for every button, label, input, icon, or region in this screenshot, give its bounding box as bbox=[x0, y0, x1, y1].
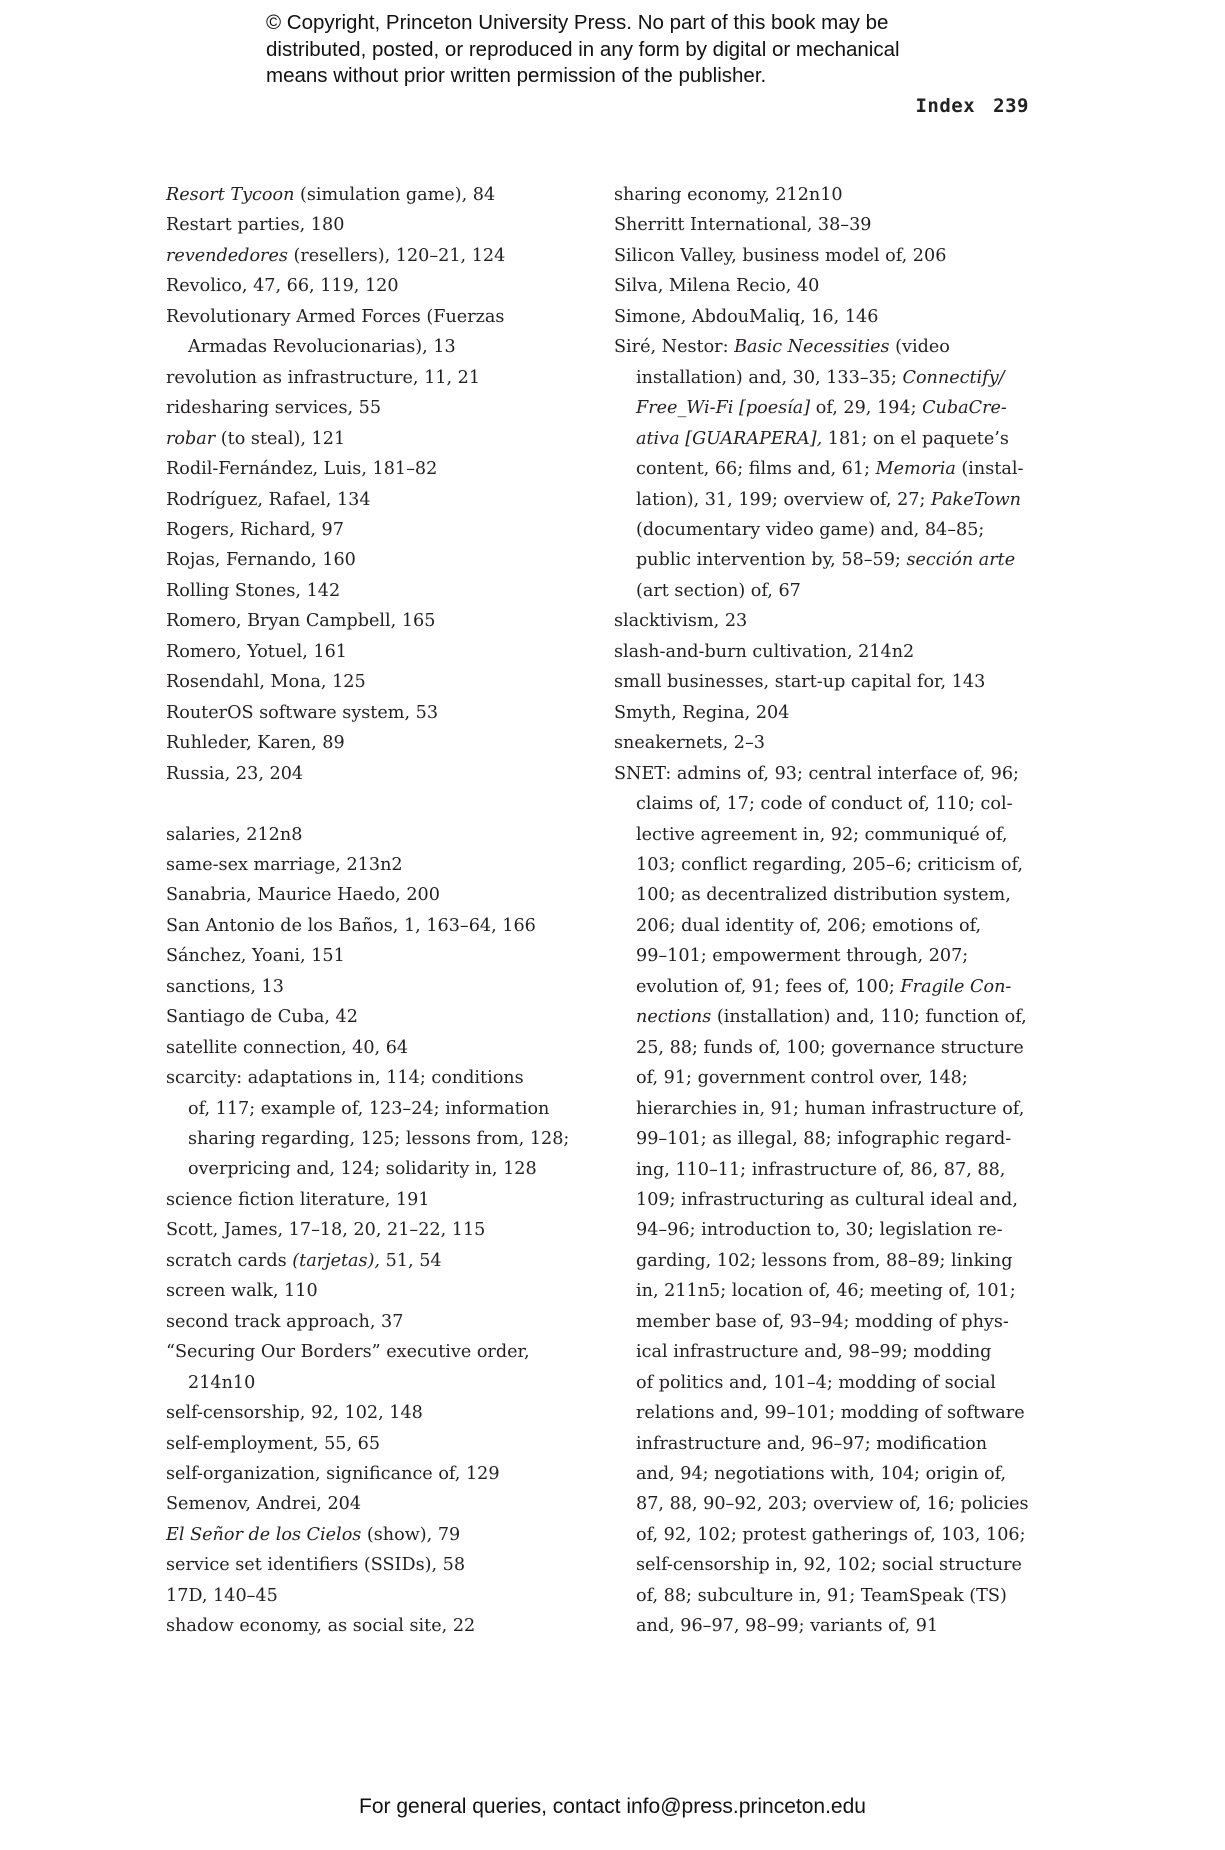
index-entry-text: sanctions, 13 bbox=[166, 976, 284, 997]
index-entry-text: of politics and, 101–4; modding of social bbox=[636, 1372, 996, 1393]
index-entry bbox=[166, 363, 566, 393]
index-entry-text: Rodríguez, Rafael, 134 bbox=[166, 489, 371, 510]
index-entry-italic-text: Basic Necessities bbox=[734, 337, 890, 358]
index-entry bbox=[166, 241, 566, 271]
index-entry-text: second track approach, 37 bbox=[166, 1311, 404, 1332]
index-entry-italic-text: revendedores bbox=[166, 245, 288, 266]
index-entry-text: science fiction literature, 191 bbox=[166, 1189, 430, 1210]
index-entry-italic-text: Resort Tycoon bbox=[166, 185, 295, 205]
index-entry bbox=[166, 606, 566, 636]
index-entry bbox=[166, 1581, 566, 1611]
index-entry-text: ing, 110–11; infrastructure of, 86, 87, 88, bbox=[636, 1159, 1006, 1180]
index-entry-italic-text: Free_Wi-Fi [poesía] bbox=[636, 398, 811, 419]
index-entry-text: of, 29, 194; bbox=[810, 398, 923, 419]
index-entry-text: Smyth, Regina, 204 bbox=[614, 702, 790, 723]
index-entry-italic-text: nections bbox=[636, 1007, 712, 1028]
copyright-notice bbox=[266, 10, 986, 90]
index-entry-text: 109; infrastructuring as cultural ideal and, bbox=[636, 1189, 1018, 1210]
index-entry-text: of, 88; subculture in, 91; TeamSpeak (TS) bbox=[636, 1585, 1007, 1606]
index-entry-text: 25, 88; funds of, 100; governance structure bbox=[636, 1037, 1024, 1058]
index-entry bbox=[166, 728, 566, 758]
index-entry-text: Sherritt International, 38–39 bbox=[614, 215, 872, 236]
index-entry bbox=[166, 1611, 566, 1641]
index-entry-text: sharing regarding, 125; lessons from, 128; bbox=[188, 1129, 570, 1150]
index-entry-italic-text: Connectify/ bbox=[902, 367, 1005, 388]
index-entry-text: shadow economy, as social site, 22 bbox=[166, 1616, 476, 1637]
index-entry bbox=[166, 485, 566, 515]
index-entry bbox=[166, 576, 566, 606]
index-entry-text: sneakernets, 2–3 bbox=[614, 733, 765, 754]
index-entry-text: Rosendahl, Mona, 125 bbox=[166, 672, 366, 693]
index-entry-text: salaries, 212n8 bbox=[166, 824, 303, 845]
index-entry bbox=[614, 667, 1044, 697]
footer-contact: For general queries, contact info@press.princeton.edu bbox=[359, 1795, 866, 1818]
index-entry-text: garding, 102; lessons from, 88–89; linking bbox=[636, 1250, 1013, 1271]
index-entry-text: 100; as decentralized distribution system, bbox=[636, 885, 1011, 906]
index-entry-text: Santiago de Cuba, 42 bbox=[166, 1007, 358, 1028]
index-entry-text: self-censorship in, 92, 102; social structure bbox=[636, 1555, 1022, 1576]
index-entry-text: self-employment, 55, 65 bbox=[166, 1433, 381, 1454]
index-entry-text: public intervention by, 58–59; bbox=[636, 550, 907, 571]
index-entry-text: Rogers, Richard, 97 bbox=[166, 519, 344, 540]
index-entry bbox=[614, 180, 1044, 210]
index-entry bbox=[166, 1063, 570, 1185]
index-entry-text: service set identifiers (SSIDs), 58 bbox=[166, 1555, 466, 1576]
index-entry-text: of, 92, 102; protest gatherings of, 103, 106; bbox=[636, 1524, 1026, 1545]
index-entry-text: 94–96; introduction to, 30; legislation re- bbox=[636, 1220, 1003, 1241]
index-entry-text: sharing economy, 212n10 bbox=[614, 185, 843, 205]
index-entry-text: San Antonio de los Baños, 1, 163–64, 166 bbox=[166, 915, 536, 936]
index-entry-text: lective agreement in, 92; communiqué of, bbox=[636, 824, 1008, 845]
copyright-line: © Copyright, Princeton University Press. No part of this book may be bbox=[266, 11, 889, 34]
index-entry bbox=[166, 1337, 566, 1398]
index-entry-text: small businesses, start-up capital for, 143 bbox=[614, 672, 986, 693]
index-entry bbox=[166, 515, 566, 545]
index-entry bbox=[614, 759, 1044, 1642]
index-entry bbox=[166, 1002, 566, 1032]
index-entry-text: (show), 79 bbox=[361, 1524, 461, 1545]
index-entry-text: same-sex marriage, 213n2 bbox=[166, 854, 403, 875]
index-entry-text: 103; conflict regarding, 205–6; criticism of, bbox=[636, 854, 1023, 875]
index-entry-text: installation) and, 30, 133–35; bbox=[636, 367, 903, 388]
index-entry bbox=[166, 424, 566, 454]
index-entry bbox=[166, 759, 566, 789]
index-entry-text: of, 117; example of, 123–24; information bbox=[188, 1098, 550, 1119]
index-entry-text: (simulation game), 84 bbox=[294, 185, 496, 205]
running-head bbox=[915, 95, 1029, 117]
index-entry-text: Rojas, Fernando, 160 bbox=[166, 550, 356, 571]
index-entry-text: 99–101; empowerment through, 207; bbox=[636, 946, 969, 967]
index-entry-text: (video bbox=[889, 337, 950, 358]
index-entry bbox=[166, 880, 566, 910]
page-number: 239 bbox=[993, 95, 1029, 117]
index-entry-text: Silicon Valley, business model of, 206 bbox=[614, 245, 947, 266]
index-entry bbox=[614, 271, 1044, 301]
index-entry bbox=[166, 1520, 566, 1550]
index-entry-text: (documentary video game) and, 84–85; bbox=[636, 519, 985, 540]
index-entry-text: ridesharing services, 55 bbox=[166, 398, 382, 419]
index-entry bbox=[614, 637, 1044, 667]
index-entry-text: RouterOS software system, 53 bbox=[166, 702, 439, 723]
index-entry bbox=[166, 1307, 566, 1337]
index-entry-text: “Securing Our Borders” executive order, bbox=[166, 1342, 530, 1363]
index-entry bbox=[614, 332, 1044, 606]
index-entry-text: (art section) of, 67 bbox=[636, 580, 801, 601]
copyright-line: distributed, posted, or reproduced in any form by digital or mechanical bbox=[266, 37, 900, 61]
index-entry-text: evolution of, 91; fees of, 100; bbox=[636, 976, 901, 997]
index-entry bbox=[614, 241, 1044, 271]
copyright-line: means without prior written permission of the publisher. bbox=[266, 64, 767, 87]
index-entry bbox=[166, 271, 566, 301]
index-entry-text: Russia, 23, 204 bbox=[166, 763, 304, 784]
index-entry-italic-text: sección arte bbox=[906, 550, 1016, 571]
index-entry bbox=[166, 911, 566, 941]
index-entry bbox=[166, 941, 566, 971]
section-title: Index bbox=[915, 95, 976, 117]
index-entry-text: SNET: admins of, 93; central interface of, 96; bbox=[614, 763, 1019, 784]
index-entry-text: infrastructure and, 96–97; modification bbox=[636, 1433, 988, 1454]
index-entry-text: overpricing and, 124; solidarity in, 128 bbox=[188, 1159, 537, 1180]
index-entry-text: self-censorship, 92, 102, 148 bbox=[166, 1403, 423, 1424]
index-entry-text: Semenov, Andrei, 204 bbox=[166, 1494, 362, 1515]
index-entry-text: scarcity: adaptations in, 114; conditions bbox=[166, 1068, 524, 1089]
index-entry-text: (installation) and, 110; function of, bbox=[711, 1007, 1027, 1028]
index-entry-text: 17D, 140–45 bbox=[166, 1585, 278, 1606]
index-entry-text: relations and, 99–101; modding of software bbox=[636, 1403, 1025, 1424]
index-entry bbox=[166, 210, 566, 240]
index-entry-text: Romero, Bryan Campbell, 165 bbox=[166, 611, 436, 632]
index-entry-text: lation), 31, 199; overview of, 27; bbox=[636, 489, 932, 510]
index-entry bbox=[166, 1215, 566, 1245]
index-entry bbox=[614, 302, 1044, 332]
index-entry-text: Rolling Stones, 142 bbox=[166, 580, 341, 601]
index-entry bbox=[614, 728, 1044, 758]
index-entry-text: (resellers), 120–21, 124 bbox=[287, 245, 506, 266]
index-entry-text: scratch cards bbox=[166, 1250, 293, 1271]
index-entry-text: Scott, James, 17–18, 20, 21–22, 115 bbox=[166, 1220, 486, 1241]
index-entry bbox=[166, 1185, 566, 1215]
index-entry-text: in, 211n5; location of, 46; meeting of, 101; bbox=[636, 1281, 1016, 1302]
index-entry bbox=[614, 606, 1044, 636]
index-entry-text: revolution as infrastructure, 11, 21 bbox=[166, 367, 481, 388]
index-entry-text: 214n10 bbox=[188, 1372, 256, 1393]
index-entry-text: Simone, AbdouMaliq, 16, 146 bbox=[614, 306, 879, 327]
index-entry bbox=[166, 302, 566, 363]
index-entry bbox=[166, 637, 566, 667]
index-entry bbox=[166, 1429, 566, 1459]
section-gap bbox=[166, 789, 566, 819]
index-entry-italic-text: ativa [GUARAPERA], bbox=[636, 428, 823, 449]
index-entry-italic-text: Fragile Con- bbox=[900, 976, 1012, 997]
index-entry bbox=[166, 850, 566, 880]
index-entry-text: ical infrastructure and, 98–99; modding bbox=[636, 1342, 992, 1363]
index-entry-text: Romero, Yotuel, 161 bbox=[166, 641, 348, 662]
index-entry bbox=[166, 1246, 566, 1276]
index-entry bbox=[166, 820, 566, 850]
index-entry bbox=[166, 180, 566, 210]
index-entry-text: Revolico, 47, 66, 119, 120 bbox=[166, 276, 399, 297]
index-entry bbox=[614, 210, 1044, 240]
index-entry-text: Sánchez, Yoani, 151 bbox=[166, 946, 345, 967]
index-entry-text: Armadas Revolucionarias), 13 bbox=[188, 337, 456, 358]
index-column-left bbox=[166, 180, 570, 1642]
index-entry bbox=[166, 1459, 566, 1489]
index-entry-italic-text: CubaCre- bbox=[922, 398, 1007, 419]
index-entry bbox=[166, 393, 566, 423]
index-entry-text: 87, 88, 90–92, 203; overview of, 16; policies bbox=[636, 1494, 1029, 1515]
index-entry bbox=[166, 1550, 566, 1580]
index-entry-text: member base of, 93–94; modding of phys- bbox=[636, 1311, 1009, 1332]
index-entry-text: claims of, 17; code of conduct of, 110; col- bbox=[636, 794, 1013, 815]
index-entry bbox=[166, 667, 566, 697]
index-entry-italic-text: Memoria bbox=[875, 459, 956, 480]
index-entry bbox=[166, 698, 566, 728]
index-entry bbox=[614, 698, 1044, 728]
index-entry-text: and, 96–97, 98–99; variants of, 91 bbox=[636, 1616, 939, 1637]
index-entry-text: and, 94; negotiations with, 104; origin of, bbox=[636, 1464, 1007, 1485]
index-entry-text: slacktivism, 23 bbox=[614, 611, 748, 632]
index-entry bbox=[166, 1033, 566, 1063]
index-column-right bbox=[614, 180, 1044, 1642]
index-entry-text: hierarchies in, 91; human infrastructure of, bbox=[636, 1098, 1025, 1119]
index-entry bbox=[166, 1489, 566, 1519]
index-entry-text: satellite connection, 40, 64 bbox=[166, 1037, 409, 1058]
index-entry-text: 206; dual identity of, 206; emotions of, bbox=[636, 915, 982, 936]
index-entry-text: Silva, Milena Recio, 40 bbox=[614, 276, 820, 297]
index-entry bbox=[166, 1398, 566, 1428]
index-entry-italic-text: robar bbox=[166, 428, 216, 449]
index-entry-text: Siré, Nestor: bbox=[614, 337, 735, 358]
index-entry-text: of, 91; government control over, 148; bbox=[636, 1068, 968, 1089]
index-entry bbox=[166, 1276, 566, 1306]
index-entry-text: Ruhleder, Karen, 89 bbox=[166, 733, 345, 754]
index-entry-text: 51, 54 bbox=[380, 1250, 442, 1271]
index-entry-text: self-organization, significance of, 129 bbox=[166, 1464, 500, 1485]
index-entry-text: Rodil-Fernández, Luis, 181–82 bbox=[166, 459, 438, 480]
index-entry-text: content, 66; films and, 61; bbox=[636, 459, 876, 480]
index-entry bbox=[166, 454, 566, 484]
index-entry-text: 99–101; as illegal, 88; infographic regard- bbox=[636, 1129, 1012, 1150]
index-entry-italic-text: PakeTown bbox=[931, 489, 1021, 510]
index-entry bbox=[166, 972, 566, 1002]
index-entry bbox=[166, 545, 566, 575]
index-entry-italic-text: (tarjetas), bbox=[292, 1250, 381, 1271]
index-entry-text: screen walk, 110 bbox=[166, 1281, 318, 1302]
index-entry-text: Revolutionary Armed Forces (Fuerzas bbox=[166, 306, 505, 327]
index-entry-text: 181; on el paquete’s bbox=[822, 428, 1009, 449]
index-entry-text: (to steal), 121 bbox=[215, 428, 346, 449]
index-entry-text: slash-and-burn cultivation, 214n2 bbox=[614, 641, 915, 662]
index-entry-text: Sanabria, Maurice Haedo, 200 bbox=[166, 885, 440, 906]
index-entry-italic-text: El Señor de los Cielos bbox=[166, 1524, 362, 1545]
index-entry-text: (instal- bbox=[955, 459, 1024, 480]
index-entry-text: Restart parties, 180 bbox=[166, 215, 345, 236]
